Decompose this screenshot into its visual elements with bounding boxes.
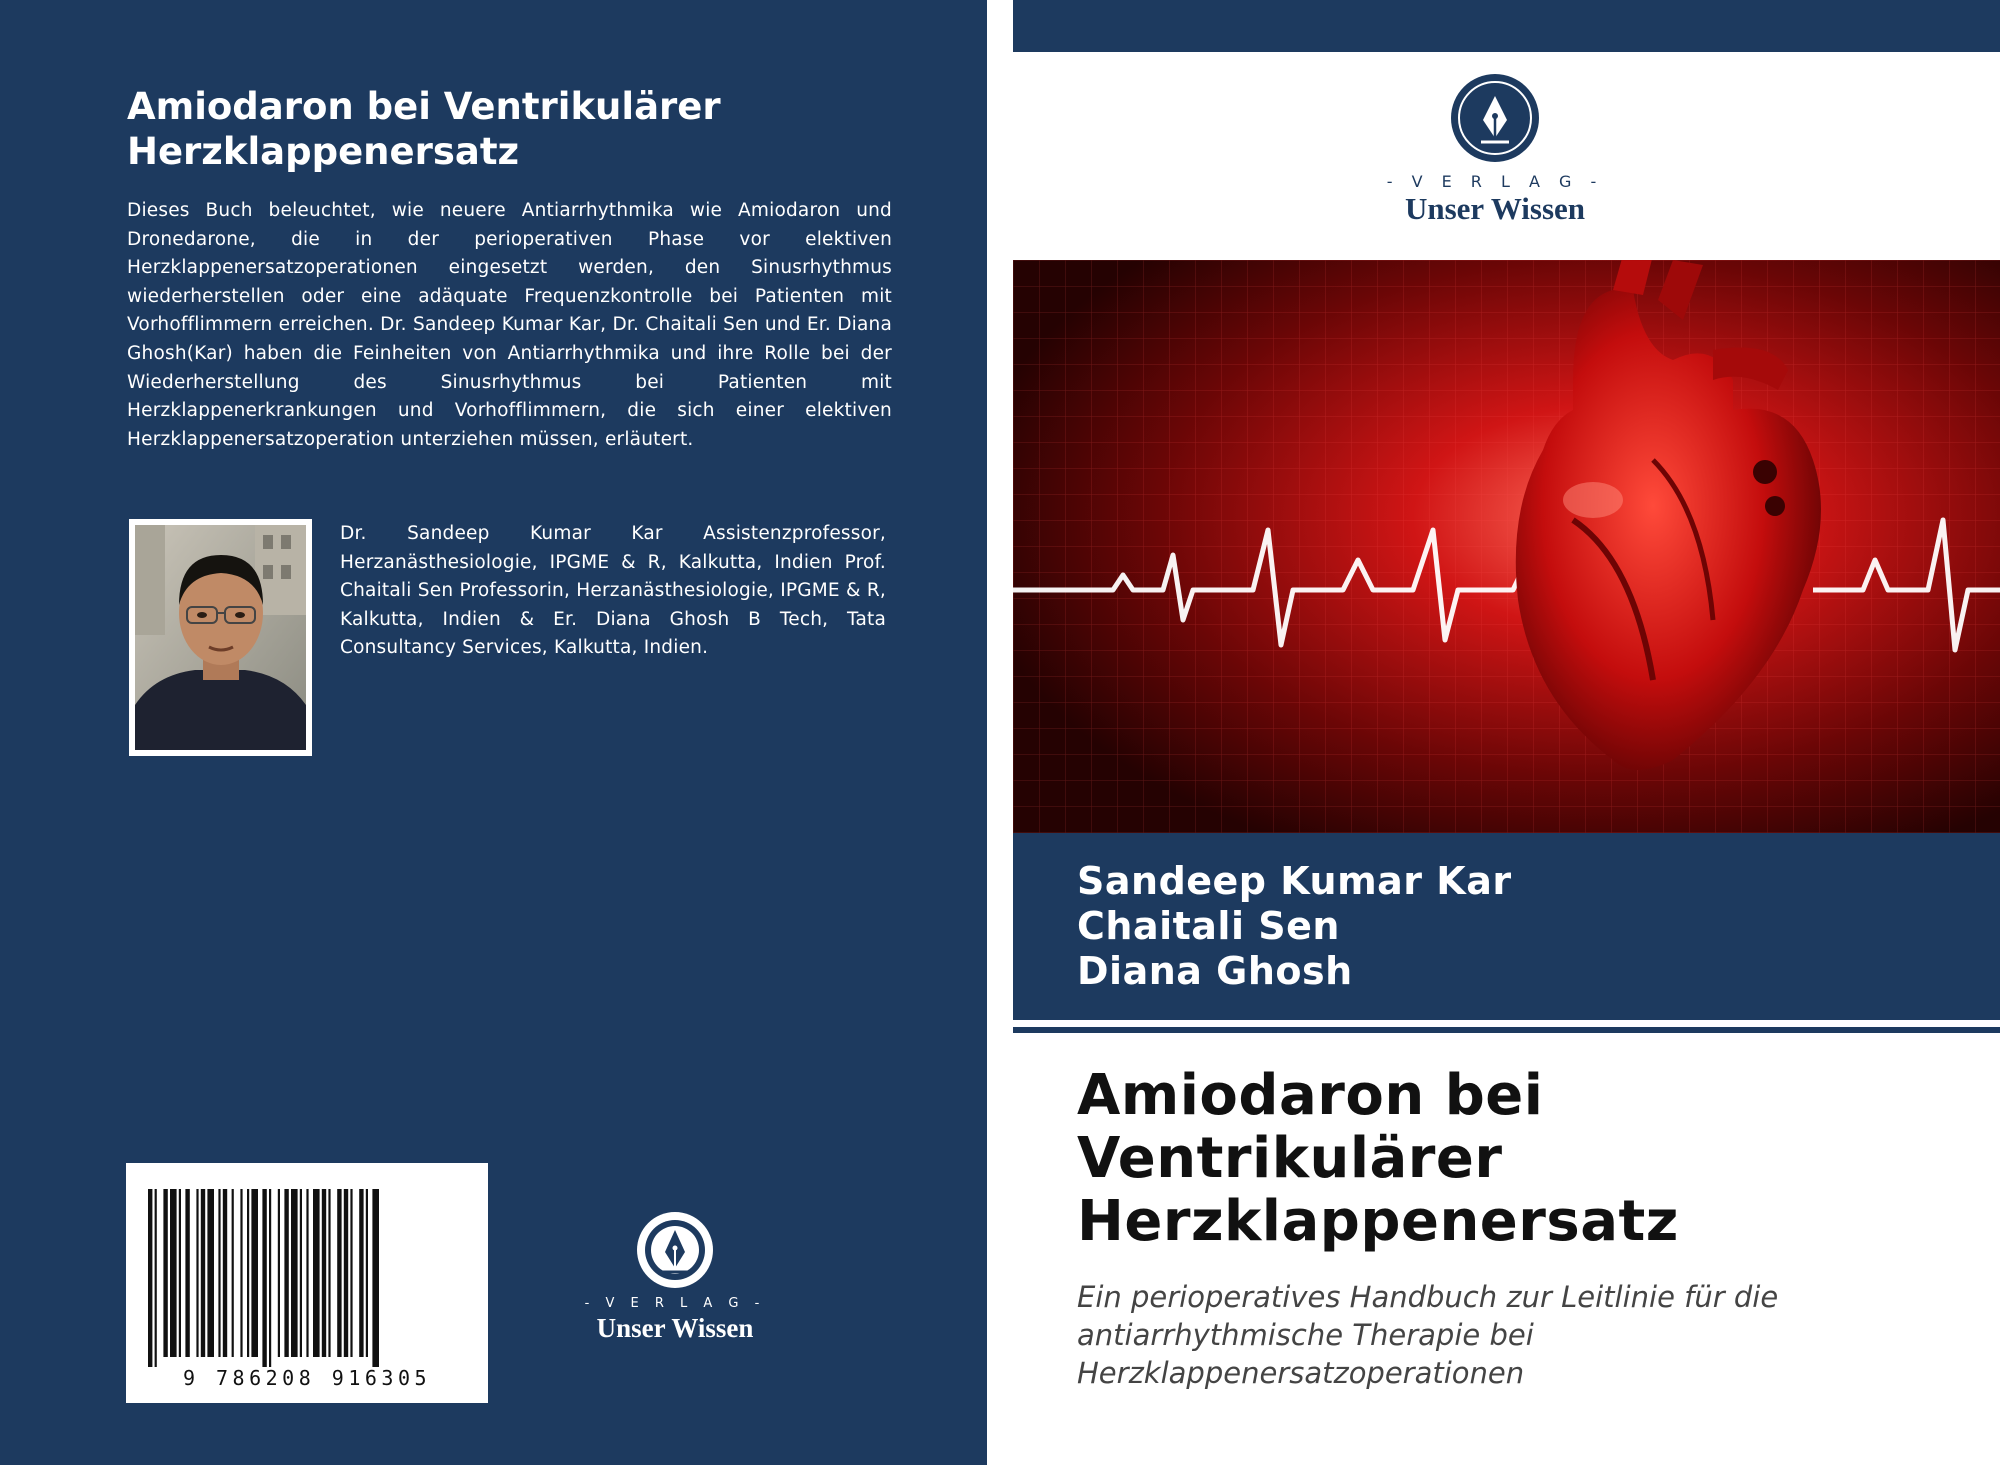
pen-nib-seal-icon (635, 1210, 715, 1290)
barcode-bar (240, 1189, 242, 1357)
barcode-bar (196, 1189, 198, 1357)
front-logo-verlag-text: - V E R L A G - (1386, 172, 1604, 191)
isbn-digits: 9 786208 916305 (182, 1366, 432, 1390)
barcode-bar (269, 1189, 271, 1367)
author-name-3: Diana Ghosh (1077, 949, 1353, 993)
isbn-barcode (126, 1163, 488, 1403)
cover-heart-ecg-image (1013, 260, 2000, 833)
barcode-bar (359, 1189, 363, 1357)
heart-illustration (1013, 260, 2000, 833)
author-name-2: Chaitali Sen (1077, 904, 1340, 948)
back-logo-brand-text: Unser Wissen (596, 1313, 754, 1343)
front-cover-top-bar (1013, 0, 2000, 52)
front-logo-brand-text: Unser Wissen (1404, 191, 1586, 226)
barcode-bar (350, 1189, 352, 1357)
barcode-bar (155, 1189, 157, 1367)
barcode-graphic (126, 1163, 488, 1403)
author-photo (129, 519, 312, 756)
barcode-bar (322, 1189, 326, 1357)
barcode-bar (306, 1189, 308, 1357)
barcode-bar (163, 1189, 167, 1357)
barcode-bar (344, 1189, 348, 1357)
barcode-bar (185, 1189, 189, 1357)
barcode-bar (223, 1189, 227, 1357)
author-name-1: Sandeep Kumar Kar (1077, 859, 1512, 903)
barcode-bar (218, 1189, 220, 1357)
spine (987, 0, 1013, 1465)
front-cover-title: Amiodaron bei Ventrikulärer Herzklappenersatz (1077, 1063, 1679, 1254)
pen-nib-logo-icon (1449, 72, 1541, 164)
barcode-bar (278, 1189, 280, 1357)
back-publisher-logo (570, 1210, 780, 1350)
back-cover-blurb: Dieses Buch beleuchtet, wie neuere Antiarrhythmika wie Amiodaron und Dronedarone, die in der perioperativen Phase vor elektiven Herzklappenersatzoperationen eingesetzt werden, den Sinusrhythmus wiederherstellen oder eine adäquate Frequenzkontrolle bei Patienten mit Vorhofflimmern erreichen. Dr. Sandeep Kumar Kar, Dr. Chaitali Sen und Er. Diana Ghosh(Kar) haben die Feinheiten von Antiarrhythmika und ihre Rolle bei der Wiederherstellung des Sinusrhythmus bei Patienten mit Herzklappenerkrankungen und Vorhofflimmern, die sich einer elektiven Herzklappenersatzoperation unterziehen müssen, erläutert. (127, 200, 892, 450)
authors-band (1013, 833, 2000, 1020)
back-logo-verlag-text: - V E R L A G - (584, 1296, 766, 1311)
barcode-bar (300, 1189, 302, 1357)
back-cover (0, 0, 987, 1465)
back-cover-title: Amiodaron bei Ventrikulärer Herzklappenersatz (127, 85, 721, 173)
barcode-bar (170, 1189, 177, 1357)
barcode-bar (313, 1189, 320, 1357)
barcode-bar (247, 1189, 249, 1357)
barcode-bar (372, 1189, 379, 1367)
separator-line (1013, 1027, 2000, 1033)
barcode-bar (337, 1189, 341, 1357)
barcode-bar (207, 1189, 214, 1357)
barcode-bar (284, 1189, 288, 1357)
barcode-bar (262, 1189, 266, 1367)
front-publisher-logo (1370, 72, 1620, 227)
barcode-bar (148, 1189, 152, 1367)
barcode-bar (232, 1189, 234, 1357)
barcode-bar (201, 1189, 205, 1357)
front-cover-subtitle: Ein perioperatives Handbuch zur Leitlinie für die antiarrhythmische Therapie bei Herzklappenersatzoperationen (1077, 1280, 1779, 1390)
author-bio: Dr. Sandeep Kumar Kar Assistenzprofessor, Herzanästhesiologie, IPGME & R, Kalkutta, Indien Prof. Chaitali Sen Professorin, Herzanästhesiologie, IPGME & R, Kalkutta, Indien & Er. Diana Ghosh B Tech, Tata Consultancy Services, Kalkutta, Indien. (340, 523, 886, 659)
author-portrait-image (135, 525, 306, 750)
barcode-bar (328, 1189, 330, 1357)
barcode-bar (179, 1189, 181, 1357)
barcode-bar (291, 1189, 298, 1357)
barcode-bar (366, 1189, 368, 1357)
barcode-bar (251, 1189, 258, 1357)
